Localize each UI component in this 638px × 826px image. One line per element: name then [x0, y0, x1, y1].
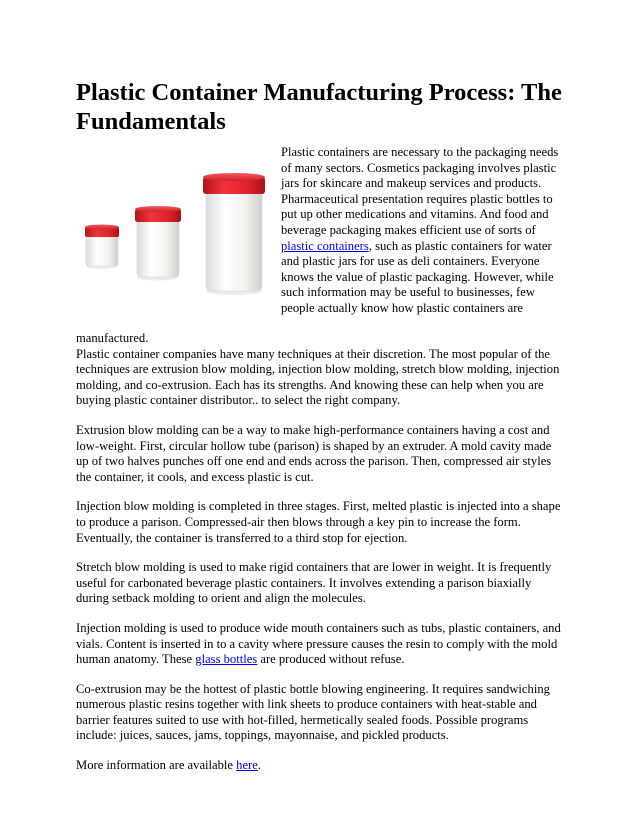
glass-bottles-link[interactable]: glass bottles: [195, 652, 258, 667]
intro-paragraph: [281, 145, 564, 317]
paragraph-co-extrusion: Co-extrusion may be the hottest of plastic bottle blowing engineering. It requires sandwiching numerous plastic resins together with link sheets to produce containers with heat-stable and barrier features suited to use with hot-filled, hermetically sealed foods. Possible programs include: juices, sauces, jams, toppings, mayonnaise, and pickled products.: [76, 681, 550, 743]
paragraph-injection-blow-molding: Injection blow molding is completed in three stages. First, melted plastic is injected into a shape to produce a parison. Compressed-air then blows through a key pin to increase the form. Eventually, the container is transferred to a third stop for ejection.: [76, 499, 561, 545]
large-jar: [203, 173, 265, 295]
intro-text-after-link: , such as plastic containers for water and plastic jars for use as deli containers. Everyone knows the value of plastic packaging. However, while such information may be useful to businesses, few people actually know how plastic containers are: [281, 238, 554, 315]
paragraph-stretch-blow-molding: Stretch blow molding is used to make rigid containers that are lower in weight. It is frequently useful for carbonated beverage plastic containers. It involves extending a parison biaxially during setback molding to orient and align the molecules.: [76, 560, 552, 606]
small-jar: [85, 225, 119, 270]
page-title: Plastic Container Manufacturing Process: The Fundamentals: [76, 79, 562, 135]
paragraph-injection-molding: [76, 621, 562, 668]
more-information-text: More information are available: [76, 758, 234, 773]
plastic-containers-link[interactable]: plastic containers: [281, 238, 369, 253]
paragraph-more-information: [76, 758, 562, 774]
intro-continuation: manufactured.: [76, 331, 149, 345]
here-link[interactable]: here: [236, 758, 258, 773]
injection-molding-text: Injection molding is used to produce wide mouth containers such as tubs, plastic containers, and vials. Content is inserted in to a cavity where pressure causes the resin to comply with the mold human anatomy. These: [76, 620, 561, 667]
paragraph-techniques: Plastic container companies have many techniques at their discretion. The most popular of the techniques are extrusion blow molding, injection blow molding, stretch blow molding, injection molding, and co-extrusion. Each has its strengths. And knowing these can help when you are buying plastic container distributor.. to select the right company.: [76, 346, 560, 408]
medium-jar: [135, 206, 181, 281]
plastic-jars-photo: [76, 147, 272, 295]
paragraph-extrusion-blow-molding: Extrusion blow molding can be a way to make high-performance containers having a cost and low-weight. First, circular hollow tube (parison) is shaped by an extruder. A mold cavity made up of two halves punches off one end and ends across the parison. Then, compressed air styles the container, it cools, and excess plastic is cut.: [76, 422, 552, 484]
document-content: [76, 78, 562, 788]
more-information-period: .: [257, 758, 261, 773]
intro-text-before-link: Plastic containers are necessary to the packaging needs of many sectors. Cosmetics packaging involves plastic jars for skincare and makeup services and products. Pharmaceutical presentation requires plastic bottles to put up other medications and vitamins. And food and beverage packaging makes efficient use of sorts of: [281, 145, 559, 237]
intro-section: [76, 145, 562, 331]
injection-molding-text-end: are produced without refuse.: [260, 652, 405, 667]
